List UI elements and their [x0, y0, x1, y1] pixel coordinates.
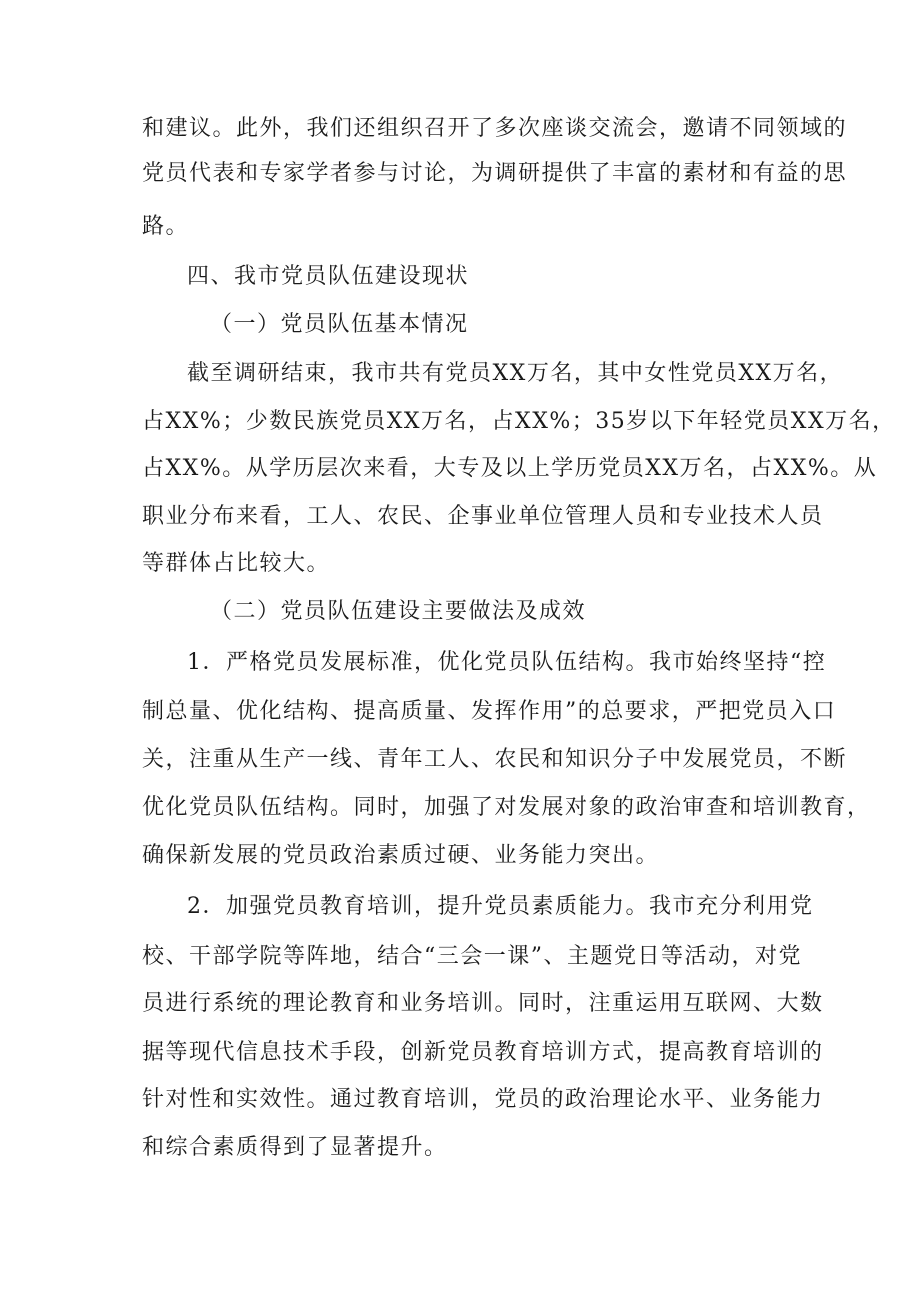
subsection-heading: （一）党员队伍基本情况 — [210, 312, 469, 337]
text-line: 和建议。此外，我们还组织召开了多次座谈交流会，邀请不同领域的 — [142, 116, 848, 141]
text-line: 路。 — [142, 214, 190, 239]
subsection-heading: （二）党员队伍建设主要做法及成效 — [210, 599, 587, 624]
text-line: 针对性和实效性。通过教育培训，党员的政治理论水平、业务能力 — [142, 1087, 824, 1112]
text-line: 占XX%。从学历层次来看，大专及以上学历党员XX万名，占XX%。从 — [142, 456, 878, 481]
text-line: 校、干部学院等阵地，结合“三会一课”、主题党日等活动，对党 — [142, 944, 802, 969]
text-line: 优化党员队伍结构。同时，加强了对发展对象的政治审查和培训教育， — [142, 795, 871, 820]
text-line: 据等现代信息技术手段，创新党员教育培训方式，提高教育培训的 — [142, 1040, 824, 1065]
section-heading: 四、我市党员队伍建设现状 — [187, 264, 470, 289]
text-line: 职业分布来看，工人、农民、企事业单位管理人员和专业技术人员 — [142, 504, 824, 529]
text-line: 确保新发展的党员政治素质过硬、业务能力突出。 — [142, 843, 660, 868]
text-line: 党员代表和专家学者参与讨论，为调研提供了丰富的素材和有益的思 — [142, 161, 848, 186]
text-line: 占XX%；少数民族党员XX万名，占XX%；35岁以下年轻党员XX万名， — [142, 409, 896, 434]
text-line: 员进行系统的理论教育和业务培训。同时，注重运用互联网、大数 — [142, 991, 824, 1016]
text-line: 等群体占比较大。 — [142, 551, 331, 576]
text-line: 和综合素质得到了显著提升。 — [142, 1135, 448, 1160]
text-line: 1．严格党员发展标准，优化党员队伍结构。我市始终坚持“控 — [187, 650, 827, 675]
text-line: 制总量、优化结构、提高质量、发挥作用”的总要求，严把党员入口 — [142, 699, 837, 724]
text-line: 截至调研结束，我市共有党员XX万名，其中女性党员XX万名， — [187, 361, 844, 386]
text-line: 关，注重从生产一线、青年工人、农民和知识分子中发展党员，不断 — [142, 747, 848, 772]
text-line: 2．加强党员教育培训，提升党员素质能力。我市充分利用党 — [187, 894, 814, 919]
